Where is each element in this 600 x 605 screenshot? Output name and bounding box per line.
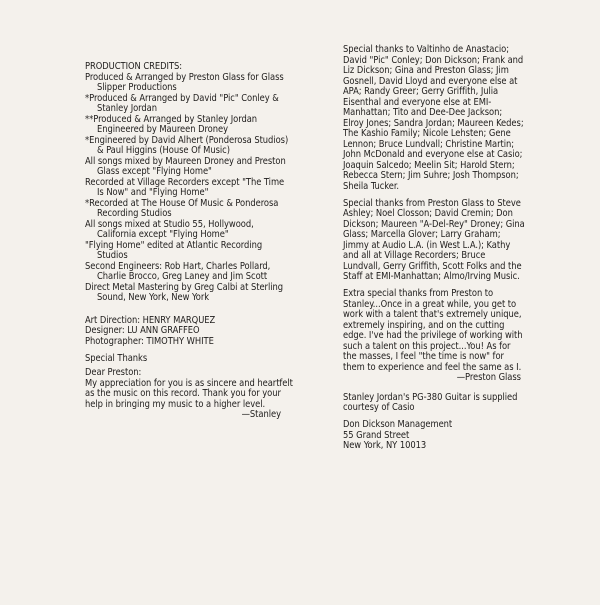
- credit-line: All songs mixed at Studio 55, Hollywood, California except "Flying Home": [85, 218, 254, 240]
- credit-line: *Engineered by David Alhert (Ponderosa Studios) & Paul Higgins (House Of Music): [85, 134, 289, 156]
- photographer: Photographer: TIMOTHY WHITE: [85, 335, 214, 347]
- address-line: Don Dickson Management: [343, 419, 453, 430]
- credit-line: Second Engineers: Rob Hart, Charles Pollard, Charlie Brocco, Greg Laney and Jim Scott: [85, 260, 271, 282]
- preston-signature: —Preston Glass: [456, 372, 521, 383]
- designer: Designer: LU ANN GRAFFEO: [85, 325, 200, 336]
- art-direction: Art Direction: HENRY MARQUEZ: [85, 314, 216, 326]
- letter-body: My appreciation for you is as sincere and heartfelt as the music on this record. Thank you for your help in bringing my music to a higher level.: [85, 377, 293, 410]
- credit-line: Engineered by Maureen Droney: [97, 124, 228, 135]
- credit-line: Produced & Arranged by Preston Glass for Glass Slipper Productions: [85, 71, 284, 93]
- letter-signature: —Stanley: [241, 409, 281, 420]
- production-credits-heading: PRODUCTION CREDITS:: [85, 61, 183, 72]
- credits-list: [85, 73, 293, 304]
- credit-line: Direct Metal Mastering by Greg Calbi at Sterling Sound, New York, New York: [85, 281, 284, 303]
- credit-line: *Produced & Arranged by David "Pic" Conley & Stanley Jordan: [85, 92, 279, 114]
- special-thanks-heading: Special Thanks: [85, 352, 148, 364]
- guitar-note: Stanley Jordan's PG-380 Guitar is supplied courtesy of Casio: [343, 391, 518, 413]
- credit-line: **Produced & Arranged by Stanley Jordan: [85, 113, 258, 125]
- special-thanks-paragraph: Special thanks to Valtinho de Anastacio; David "Pic" Conley; Don Dickson; Frank and Liz Dickson; Gina and Preston Glass; Jim Gosnell, David Lloyd and everyone else at APA; Randy Greer; Gerry Griffith, Julia Eisenthal and everyone else at EMI-Manhattan; Tito and Dee-Dee Jackson; Elroy Jones; Sandra Jordan; Maureen Kedes; The Kashio Family; Nicole Lehsten; Gene Lennon; Bruce Lundvall; Christine Martin; John McDonald and everyone else at Casio; Joaquin Salcedo; Meelin Sit; Harold Stern; Rebecca Stern; Jim Suhre; Josh Thompson; Sheila Tucker.: [343, 44, 524, 192]
- address-line: 55 Grand Street: [343, 429, 410, 441]
- preston-thanks-paragraph: Special thanks from Preston Glass to Steve Ashley; Noel Closson; David Cremin; Don Dickson; Maureen "A-Del-Rey" Droney; Gina Glass; Marcella Glover; Larry Graham; Jimmy at Audio L.A. (in West L.A.); Kathy and all at Village Recorders; Bruce Lundvall, Gerry Griffith, Scott Folks and the Staff at EMI-Manhattan; Almo/Irving Music.: [343, 197, 525, 282]
- credit-line: "Flying Home" edited at Atlantic Recording Studios: [85, 239, 263, 261]
- credit-line: *Recorded at The House Of Music & Ponderosa Recording Studios: [85, 197, 279, 219]
- letter-salutation: Dear Preston:: [85, 367, 142, 378]
- address-line: New York, NY 10013: [343, 440, 427, 451]
- management-address: [343, 420, 525, 452]
- credit-line: All songs mixed by Maureen Droney and Preston Glass except "Flying Home": [85, 155, 286, 177]
- extra-thanks-paragraph: Extra special thanks from Preston to Stanley...Once in a great while, you get to work with a talent that's extremely unique, extremely inspiring, and on the cutting edge. I've had the privilege of working with such a talent on this project...You! As for the masses, I feel "the time is now" for them to experience and feel the same as I.: [343, 288, 523, 373]
- right-column: [343, 45, 525, 452]
- left-column: [85, 62, 293, 421]
- credit-line: Recorded at Village Recorders except "The Time Is Now" and "Flying Home": [85, 176, 285, 198]
- design-credits: [85, 316, 293, 348]
